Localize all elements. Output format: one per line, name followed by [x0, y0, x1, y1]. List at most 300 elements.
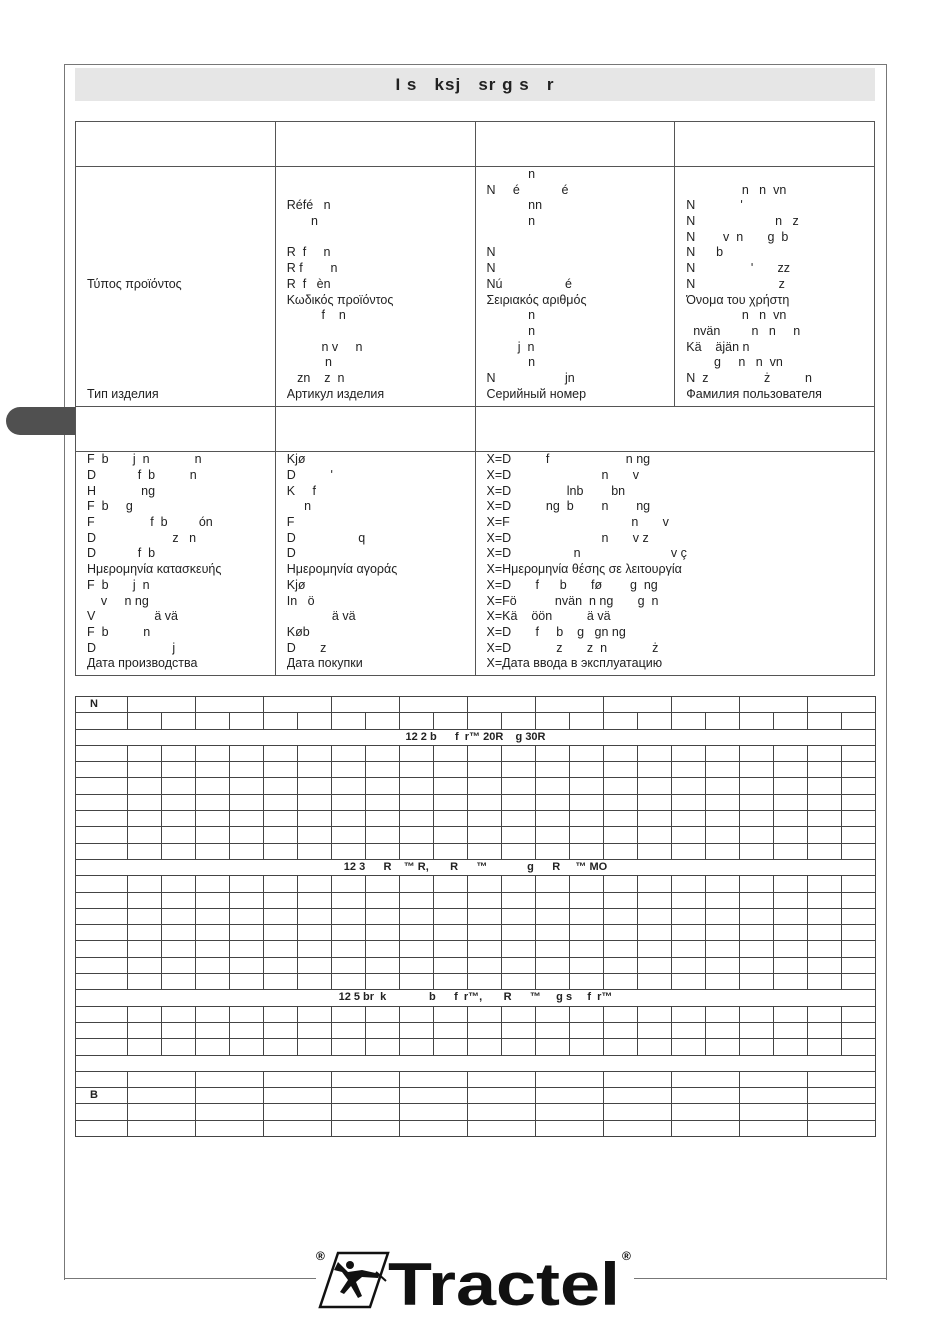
- grid-cell: [502, 876, 536, 892]
- grid-cell: [706, 892, 740, 908]
- grid-cell: [774, 925, 808, 941]
- grid-cell: [536, 925, 570, 941]
- grid-cell: [128, 1088, 196, 1104]
- text-line: [87, 308, 275, 324]
- text-line: [287, 230, 475, 246]
- grid-cell: [604, 892, 638, 908]
- grid-cell: [76, 892, 128, 908]
- grid-cell: [366, 794, 400, 810]
- grid-cell: [298, 908, 332, 924]
- grid-cell: [740, 1039, 774, 1055]
- grid-cell: [808, 1088, 876, 1104]
- grid-cell: [604, 1006, 638, 1022]
- grid-cell: [536, 762, 570, 778]
- grid-cell: [706, 713, 740, 729]
- grid-cell: [434, 745, 468, 761]
- text-line: Køb: [286, 624, 310, 639]
- grid-cell: [332, 957, 366, 973]
- text-line: n: [486, 308, 536, 323]
- grid-cell: [366, 1006, 400, 1022]
- grid-cell: [332, 745, 366, 761]
- text-line: N b: [686, 245, 724, 260]
- grid-cell: [536, 908, 570, 924]
- grid-cell: [706, 941, 740, 957]
- grid-cell: [400, 941, 434, 957]
- grid-cell: [468, 908, 502, 924]
- grid-cell: [196, 713, 230, 729]
- text-line: In ö: [286, 593, 315, 608]
- tractel-wordmark: Tractel: [388, 1251, 620, 1312]
- grid-cell: [128, 762, 162, 778]
- grid-cell: [502, 794, 536, 810]
- grid-cell: [366, 1039, 400, 1055]
- grid-cell: [230, 794, 264, 810]
- grid-cell: [298, 925, 332, 941]
- grid-cell: [672, 1104, 740, 1120]
- text-line: Kjø: [286, 577, 306, 592]
- grid-cell: [706, 762, 740, 778]
- grid-cell: [332, 941, 366, 957]
- grid-cell: [536, 778, 570, 794]
- grid-cell: [264, 925, 298, 941]
- grid-cell: [740, 827, 774, 843]
- grid-cell: [774, 827, 808, 843]
- grid-cell: [434, 876, 468, 892]
- text-line: n: [486, 323, 536, 338]
- grid-cell: [808, 778, 842, 794]
- header-cell: [475, 407, 875, 452]
- grid-cell: [842, 778, 876, 794]
- grid-cell: [400, 957, 434, 973]
- grid-cell: [570, 1039, 604, 1055]
- grid-cell: [128, 876, 162, 892]
- grid-cell: [196, 876, 230, 892]
- grid-cell: [366, 1022, 400, 1038]
- grid-cell: [434, 1022, 468, 1038]
- grid-cell: [842, 925, 876, 941]
- grid-cell: [536, 1039, 570, 1055]
- grid-cell: [536, 697, 604, 713]
- grid-cell: [264, 1088, 332, 1104]
- grid-cell: [332, 713, 366, 729]
- text-line: Kjø: [286, 452, 306, 467]
- grid-cell: [400, 1088, 468, 1104]
- grid-cell: [468, 1071, 536, 1087]
- grid-cell: [502, 843, 536, 859]
- grid-cell: [672, 697, 740, 713]
- grid-cell: [740, 925, 774, 941]
- grid-cell: [332, 974, 366, 990]
- grid-cell: [774, 713, 808, 729]
- grid-cell: [808, 1071, 876, 1087]
- grid-cell: [808, 827, 842, 843]
- grid-cell: [638, 1006, 672, 1022]
- grid-cell: [434, 941, 468, 957]
- grid-cell: [298, 762, 332, 778]
- text-line: [87, 293, 275, 309]
- text-line: D: [286, 546, 296, 561]
- text-line: X=D lnb bn: [486, 483, 626, 498]
- grid-cell: [230, 811, 264, 827]
- grid-cell: [604, 974, 638, 990]
- grid-cell: [128, 1022, 162, 1038]
- grid-cell: [400, 778, 434, 794]
- grid-cell: [808, 1104, 876, 1120]
- grid-cell: [264, 974, 298, 990]
- grid-cell: [604, 713, 638, 729]
- grid-cell: [332, 1039, 366, 1055]
- text-line: n: [486, 167, 536, 181]
- grid-cell: [400, 713, 434, 729]
- section-header-row: [76, 859, 876, 875]
- grid-cell: [502, 811, 536, 827]
- grid-cell: [842, 745, 876, 761]
- grid-cell: [672, 957, 706, 973]
- grid-cell: [264, 794, 298, 810]
- text-line: X=D n v: [486, 468, 639, 482]
- grid-cell: [230, 908, 264, 924]
- text-line: Kä äjän n: [686, 339, 750, 354]
- grid-cell: [638, 745, 672, 761]
- grid-row: [76, 1104, 876, 1120]
- row-label: N: [76, 697, 128, 713]
- grid-cell: [230, 957, 264, 973]
- manufacture-date-cell: [76, 452, 276, 676]
- grid-cell: [196, 762, 230, 778]
- text-line: zn z n: [286, 370, 345, 385]
- grid-cell: [264, 1104, 332, 1120]
- grid-cell: [570, 876, 604, 892]
- grid-cell: [162, 1006, 196, 1022]
- grid-row: [76, 745, 876, 761]
- grid-cell: [604, 1071, 672, 1087]
- text-line: nn: [486, 198, 543, 213]
- grid-cell: [230, 876, 264, 892]
- grid-cell: [332, 876, 366, 892]
- grid-cell: [162, 794, 196, 810]
- grid-cell: [162, 762, 196, 778]
- grid-cell: [332, 1071, 400, 1087]
- footer-rule-left: [64, 1278, 316, 1279]
- grid-row: [76, 713, 876, 729]
- grid-cell: [162, 1039, 196, 1055]
- grid-cell: [332, 908, 366, 924]
- grid-cell: [672, 827, 706, 843]
- grid-cell: [366, 745, 400, 761]
- grid-cell: [76, 941, 128, 957]
- grid-cell: [400, 827, 434, 843]
- grid-cell: [774, 941, 808, 957]
- grid-cell: [128, 778, 162, 794]
- grid-cell: [400, 745, 434, 761]
- grid-cell: [536, 1120, 604, 1136]
- grid-cell: [468, 1022, 502, 1038]
- grid-row: [76, 697, 876, 713]
- grid-cell: [672, 1006, 706, 1022]
- grid-cell: [76, 876, 128, 892]
- text-line: n: [286, 214, 319, 229]
- grid-cell: [570, 811, 604, 827]
- grid-cell: [570, 1006, 604, 1022]
- grid-cell: [774, 892, 808, 908]
- text-line: Κωδικός προϊόντος: [286, 292, 394, 307]
- grid-cell: [502, 762, 536, 778]
- grid-cell: [672, 811, 706, 827]
- grid-cell: [400, 843, 434, 859]
- grid-cell: [672, 762, 706, 778]
- grid-cell: [502, 778, 536, 794]
- grid-cell: [298, 811, 332, 827]
- grid-cell: [808, 925, 842, 941]
- grid-cell: [366, 892, 400, 908]
- grid-cell: [76, 974, 128, 990]
- grid-cell: [808, 876, 842, 892]
- grid-cell: [706, 745, 740, 761]
- text-line: [87, 371, 275, 387]
- grid-cell: [264, 778, 298, 794]
- grid-cell: [740, 1071, 808, 1087]
- grid-cell: [264, 908, 298, 924]
- grid-cell: [672, 974, 706, 990]
- grid-cell: [196, 892, 230, 908]
- grid-cell: [128, 1104, 196, 1120]
- grid-cell: [638, 762, 672, 778]
- grid-cell: [842, 941, 876, 957]
- grid-cell: [400, 1039, 434, 1055]
- text-line: X=Fö nvän n ng g n: [486, 593, 659, 608]
- grid-cell: [604, 1088, 672, 1104]
- grid-row: [76, 778, 876, 794]
- grid-cell: [502, 908, 536, 924]
- grid-cell: [740, 762, 774, 778]
- text-line: N: [486, 261, 496, 276]
- grid-cell: [570, 827, 604, 843]
- grid-cell: [298, 1022, 332, 1038]
- grid-cell: [706, 1006, 740, 1022]
- text-line: N é é: [486, 182, 569, 197]
- grid-cell: [672, 908, 706, 924]
- grid-row: [76, 1120, 876, 1136]
- grid-cell: [502, 925, 536, 941]
- grid-cell: [298, 713, 332, 729]
- grid-cell: [468, 811, 502, 827]
- grid-cell: [162, 908, 196, 924]
- grid-cell: [76, 1022, 128, 1038]
- grid-cell: [672, 892, 706, 908]
- grid-cell: [774, 1006, 808, 1022]
- text-line: [87, 355, 275, 371]
- text-line: F b j n: [87, 577, 150, 592]
- grid-cell: [808, 908, 842, 924]
- grid-cell: [162, 778, 196, 794]
- tractel-logo: [316, 1248, 634, 1312]
- inspection-grid: [75, 696, 876, 1137]
- grid-cell: [332, 892, 366, 908]
- grid-cell: [468, 778, 502, 794]
- grid-cell: [76, 925, 128, 941]
- text-line: D j: [87, 640, 176, 655]
- grid-cell: [604, 1022, 638, 1038]
- grid-cell: [536, 941, 570, 957]
- grid-cell: [298, 876, 332, 892]
- grid-cell: [638, 778, 672, 794]
- grid-cell: [536, 827, 570, 843]
- grid-cell: [434, 827, 468, 843]
- grid-row: [76, 811, 876, 827]
- grid-cell: [196, 697, 264, 713]
- grid-cell: [570, 957, 604, 973]
- grid-cell: [76, 1071, 128, 1087]
- grid-cell: [162, 1022, 196, 1038]
- text-line: Серийный номер: [486, 386, 587, 401]
- grid-cell: [366, 974, 400, 990]
- grid-cell: [196, 811, 230, 827]
- text-line: D z: [286, 640, 327, 655]
- text-line: D z n: [87, 530, 197, 545]
- grid-cell: [162, 843, 196, 859]
- grid-cell: [740, 794, 774, 810]
- grid-cell: [604, 1039, 638, 1055]
- grid-cell: [128, 713, 162, 729]
- header-cell: [275, 122, 475, 167]
- section-tab-marker: [6, 407, 76, 435]
- date-header-row: [76, 407, 875, 452]
- grid-cell: [196, 794, 230, 810]
- text-line: [287, 324, 475, 340]
- grid-cell: [740, 1006, 774, 1022]
- grid-cell: [536, 794, 570, 810]
- text-line: X=D f b g gn ng: [486, 624, 626, 639]
- grid-cell: [740, 745, 774, 761]
- grid-cell: [808, 762, 842, 778]
- grid-cell: [332, 1006, 366, 1022]
- grid-cell: [536, 974, 570, 990]
- text-line: X=D z z n ż: [486, 640, 659, 655]
- grid-cell: [740, 1022, 774, 1038]
- grid-cell: [468, 1104, 536, 1120]
- section-title: 12 5 br k b f r™, R ™ g s f r™: [76, 990, 876, 1006]
- grid-cell: [604, 1120, 672, 1136]
- grid-cell: [128, 745, 162, 761]
- grid-cell: [740, 1120, 808, 1136]
- grid-cell: [672, 778, 706, 794]
- text-line: R f n: [286, 261, 338, 276]
- grid-cell: [706, 876, 740, 892]
- grid-cell: [740, 941, 774, 957]
- grid-cell: [128, 811, 162, 827]
- grid-cell: [366, 843, 400, 859]
- grid-cell: [400, 762, 434, 778]
- grid-cell: [638, 941, 672, 957]
- grid-cell: [502, 957, 536, 973]
- grid-cell: [604, 794, 638, 810]
- grid-cell: [842, 713, 876, 729]
- grid-cell: [808, 697, 876, 713]
- grid-cell: [604, 762, 638, 778]
- grid-cell: [162, 713, 196, 729]
- grid-cell: [230, 941, 264, 957]
- grid-cell: [808, 974, 842, 990]
- text-line: n: [286, 499, 312, 514]
- grid-row: [76, 1039, 876, 1055]
- grid-cell: [706, 827, 740, 843]
- grid-cell: [638, 794, 672, 810]
- grid-cell: [196, 843, 230, 859]
- grid-cell: [366, 957, 400, 973]
- grid-cell: [570, 843, 604, 859]
- text-line: Дата покупки: [286, 656, 363, 671]
- grid-cell: [638, 925, 672, 941]
- grid-cell: [808, 1120, 876, 1136]
- grid-cell: [604, 876, 638, 892]
- grid-cell: [298, 827, 332, 843]
- text-line: n: [486, 214, 536, 229]
- grid-cell: [434, 762, 468, 778]
- grid-cell: [400, 1120, 468, 1136]
- climber-emblem: [320, 1253, 388, 1307]
- grid-cell: [128, 941, 162, 957]
- grid-cell: [842, 843, 876, 859]
- grid-cell: [672, 1039, 706, 1055]
- text-line: Дата производства: [87, 656, 198, 671]
- grid-cell: [502, 1022, 536, 1038]
- text-line: Ημερομηνία κατασκευής: [87, 562, 222, 577]
- grid-cell: [774, 745, 808, 761]
- grid-cell: [468, 957, 502, 973]
- grid-cell: [740, 957, 774, 973]
- grid-cell: [196, 1104, 264, 1120]
- grid-cell: [604, 908, 638, 924]
- grid-cell: [332, 827, 366, 843]
- grid-cell: [264, 1120, 332, 1136]
- grid-row: [76, 1022, 876, 1038]
- grid-cell: [774, 1039, 808, 1055]
- text-line: H ng: [87, 483, 156, 498]
- grid-cell: [366, 908, 400, 924]
- text-line: X=F n v: [486, 515, 669, 530]
- grid-cell: [434, 957, 468, 973]
- row-label: B: [76, 1088, 128, 1104]
- grid-cell: [434, 811, 468, 827]
- grid-cell: [536, 1071, 604, 1087]
- grid-cell: [264, 941, 298, 957]
- grid-cell: [740, 713, 774, 729]
- grid-cell: [196, 1006, 230, 1022]
- grid-cell: [808, 1039, 842, 1055]
- grid-cell: [672, 925, 706, 941]
- section-header-row: [76, 1055, 876, 1071]
- grid-cell: [76, 1104, 128, 1120]
- identification-table: [75, 121, 875, 676]
- grid-cell: [264, 1022, 298, 1038]
- grid-cell: [230, 1039, 264, 1055]
- grid-cell: [536, 1006, 570, 1022]
- grid-row: [76, 827, 876, 843]
- grid-cell: [468, 745, 502, 761]
- header-cell: [76, 407, 276, 452]
- grid-cell: [604, 778, 638, 794]
- grid-row: [76, 794, 876, 810]
- grid-cell: [570, 778, 604, 794]
- grid-cell: [842, 762, 876, 778]
- grid-cell: [298, 778, 332, 794]
- grid-cell: [468, 1120, 536, 1136]
- grid-cell: [76, 745, 128, 761]
- grid-cell: [76, 827, 128, 843]
- text-line: f n: [286, 308, 346, 323]
- grid-cell: [706, 778, 740, 794]
- grid-cell: [76, 1039, 128, 1055]
